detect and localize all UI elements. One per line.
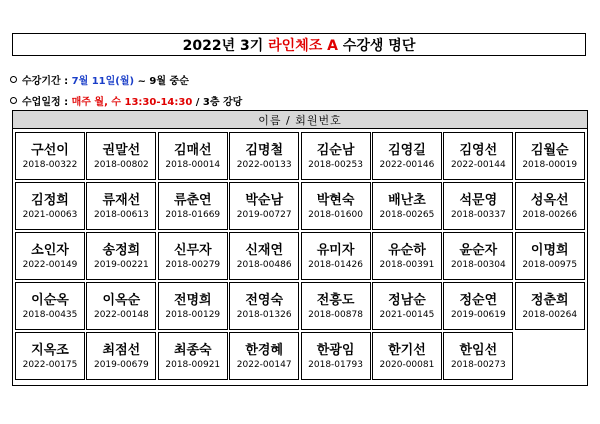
member-id: 2018-00266 [522,209,578,220]
member-id: 2018-00019 [522,159,578,170]
member-cell [372,182,442,230]
period-rest: ~ 9월 중순 [134,76,189,87]
member-cell [515,232,585,280]
member-name: 한임선 [459,342,498,358]
member-id: 2018-00265 [379,209,435,220]
member-cell [15,132,85,180]
member-cell [443,332,513,380]
member-name: 류춘연 [173,192,212,208]
member-id: 2018-00279 [165,259,221,270]
member-cell [443,232,513,280]
member-id: 2018-00337 [450,209,506,220]
member-cell [515,282,585,330]
member-cell [15,282,85,330]
member-cell [229,282,299,330]
member-id: 2018-00253 [308,159,363,170]
member-name: 정순연 [459,292,498,308]
member-name: 김월순 [530,142,569,158]
member-name: 박순남 [245,192,284,208]
member-id: 2022-00144 [450,159,506,170]
member-name: 최종숙 [173,342,212,358]
member-cell [301,282,371,330]
member-name: 윤순자 [459,242,498,258]
schedule-value: 매주 월, 수 13:30-14:30 [71,97,193,108]
member-id: 2018-01600 [308,209,363,220]
member-name: 류재선 [102,192,141,208]
member-cell [372,282,442,330]
member-cell [372,332,442,380]
document-title [12,33,586,56]
member-cell [15,232,85,280]
circle-bullet-icon [10,97,17,104]
member-id: 2022-00133 [236,159,292,170]
member-name: 송정희 [102,242,141,258]
member-cell [229,132,299,180]
member-name: 김명철 [245,142,284,158]
member-cell [301,182,371,230]
member-cell [158,182,228,230]
member-id: 2018-01426 [308,259,363,270]
member-name: 전영숙 [245,292,284,308]
member-cell [15,182,85,230]
member-name: 석문영 [459,192,498,208]
member-cell [158,282,228,330]
member-name: 전흥도 [316,292,355,308]
title-highlight: 라인체조 A [268,37,338,54]
member-cell [86,282,156,330]
member-name: 김영선 [459,142,498,158]
member-id: 2018-00304 [450,259,506,270]
member-name: 최점선 [102,342,141,358]
member-cell [301,332,371,380]
member-cell [158,132,228,180]
member-id: 2018-00273 [450,359,506,370]
member-name: 김정희 [31,192,69,208]
member-cell [443,182,513,230]
member-cell [158,232,228,280]
member-name: 배난초 [388,192,426,208]
member-cell [372,232,442,280]
member-name: 지옥조 [31,342,69,358]
member-name: 김순남 [316,142,355,158]
member-cell [86,132,156,180]
member-id: 2021-00063 [22,209,78,220]
member-cell [301,232,371,280]
member-id: 2018-00802 [93,159,149,170]
member-name: 박현숙 [316,192,355,208]
member-name: 한경혜 [245,342,284,358]
member-id: 2018-01326 [236,309,292,320]
member-id: 2018-00878 [308,309,363,320]
member-id: 2019-00679 [93,359,149,370]
member-cell [86,182,156,230]
member-id: 2022-00146 [379,159,435,170]
member-name: 한기선 [388,342,426,358]
member-id: 2018-00975 [522,259,578,270]
member-id: 2019-00221 [93,259,149,270]
circle-bullet-icon [10,76,17,83]
period-value: 7월 11일(월) [71,76,135,87]
member-cell [372,132,442,180]
title-suffix: 수강생 명단 [337,37,416,54]
title-prefix: 2022년 3기 [182,37,269,54]
member-id: 2019-00619 [450,309,506,320]
member-cell [158,332,228,380]
member-name: 유순하 [388,242,426,258]
member-id: 2019-00727 [236,209,292,220]
member-cell [229,182,299,230]
member-cell [86,232,156,280]
member-id: 2018-00486 [236,259,292,270]
member-cell [515,132,585,180]
member-cell [86,332,156,380]
member-cell [443,132,513,180]
schedule-line [10,93,242,108]
member-id: 2018-00613 [93,209,149,220]
member-cell [515,182,585,230]
member-name: 한광임 [316,342,355,358]
member-id: 2018-01669 [165,209,221,220]
member-id: 2021-00145 [379,309,435,320]
member-name: 전명희 [173,292,212,308]
period-label: 수강기간 : [22,76,72,87]
roster-header: 이름 / 회원번호 [13,111,587,129]
member-cell [443,282,513,330]
member-name: 이순옥 [31,292,69,308]
member-grid [15,132,585,384]
member-id: 2018-00014 [165,159,221,170]
member-name: 소인자 [31,242,69,258]
member-id: 2018-00129 [165,309,221,320]
member-name: 신재연 [245,242,284,258]
member-id: 2018-00391 [379,259,435,270]
member-cell [229,232,299,280]
period-line [10,72,189,87]
member-cell [15,332,85,380]
member-cell [301,132,371,180]
member-name: 권말선 [102,142,141,158]
member-id: 2022-00147 [236,359,292,370]
member-name: 정춘희 [530,292,569,308]
member-cell [229,332,299,380]
member-name: 김매선 [173,142,212,158]
member-id: 2022-00175 [22,359,78,370]
member-name: 이옥순 [102,292,141,308]
member-id: 2018-01793 [308,359,363,370]
member-name: 신무자 [173,242,212,258]
member-id: 2018-00435 [22,309,78,320]
member-id: 2018-00264 [522,309,578,320]
schedule-label: 수업일정 : [22,97,72,108]
member-name: 유미자 [316,242,355,258]
member-id: 2022-00149 [22,259,78,270]
member-id: 2018-00921 [165,359,221,370]
member-name: 김영길 [388,142,426,158]
member-name: 이명희 [530,242,569,258]
member-roster [12,110,588,386]
member-name: 정남순 [388,292,426,308]
member-id: 2020-00081 [379,359,435,370]
schedule-rest: / 3층 강당 [192,97,243,108]
member-id: 2018-00322 [22,159,78,170]
member-name: 구선이 [31,142,69,158]
member-id: 2022-00148 [93,309,149,320]
member-name: 성옥선 [530,192,569,208]
